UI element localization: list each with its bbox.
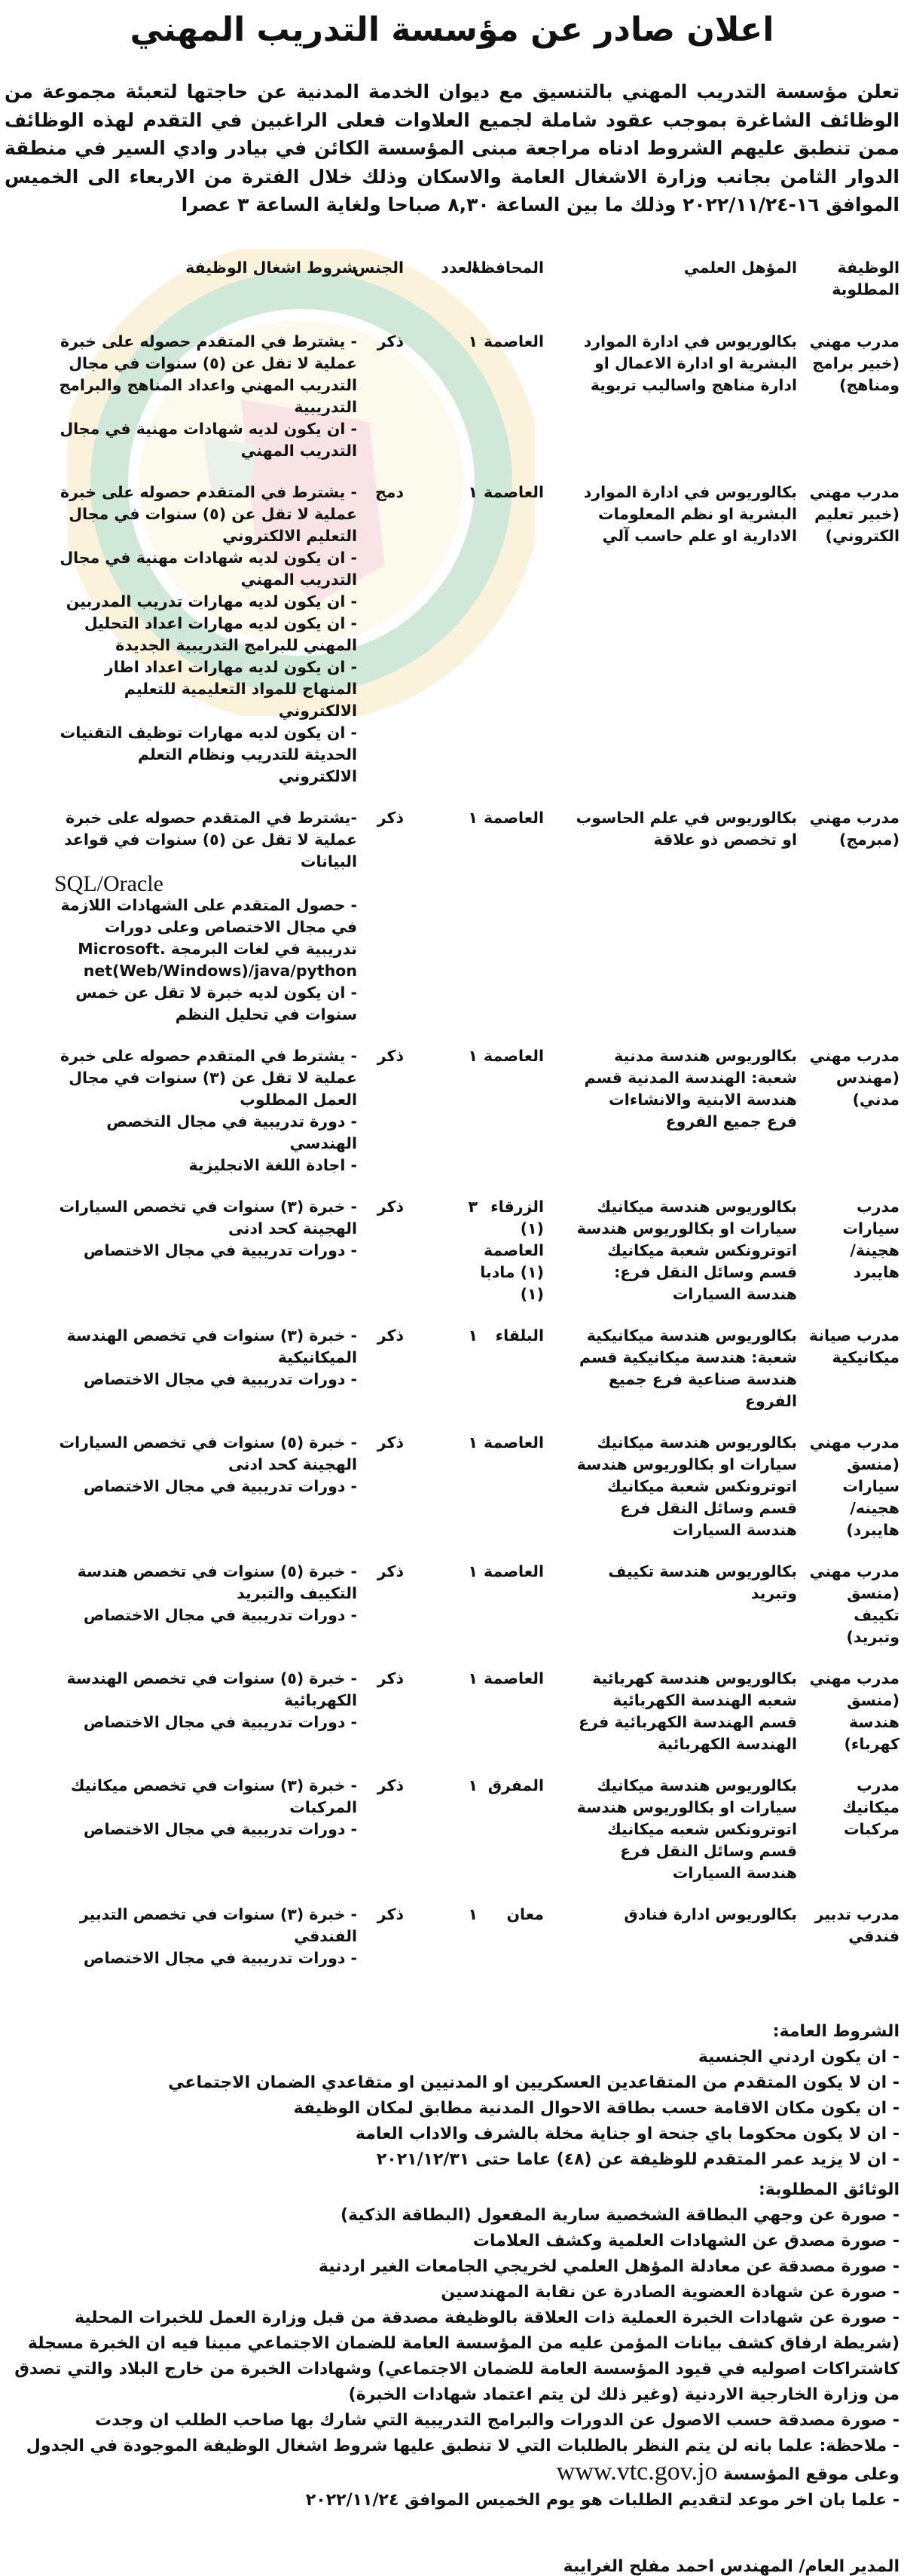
condition-item: - ان يكون لديه شهادات مهنية في مجال التدريب المهني [60, 548, 357, 589]
cell-job: مدرب مهني (خبير تعليم الكتروني) [809, 482, 899, 545]
condition-item: - ان يكون لديه مهارات اعداد اطار المنهاج للمواد التعليمية للتعليم الالكتروني [104, 657, 357, 720]
cell-conditions [5, 482, 357, 807]
cell-qualification: بكالوريوس هندسة ميكانيك سيارات او بكالوريوس هندسة اتوترونكس شعبة ميكانيك قسم وسائل النقل فرع: هندسة السيارات [576, 1197, 797, 1303]
list-item: - صورة عن وجهي البطاقة الشخصية سارية المفعول (البطاقة الذكية) [341, 2205, 899, 2225]
cell-count: ١ [468, 1562, 478, 1580]
cell-governorate: العاصمة [484, 482, 544, 501]
header-gender: الجنس [353, 258, 404, 277]
jobs-table [5, 257, 899, 1989]
list-item: - صورة عن شهادة العضوية الصادرة عن نقابة المهندسين [441, 2282, 899, 2302]
cell-count: ١ [468, 1776, 478, 1794]
cell-job: مدرب مهني (منسق هندسة كهرباء) [809, 1669, 899, 1753]
condition-item: - دورات تدريبية في مجال الاختصاص [83, 1241, 357, 1259]
cell-gender: ذكر [377, 1904, 404, 1923]
list-item: - ان لا يزيد عمر المتقدم للوظيفة عن (٤٨) عاما حتى ٢٠٢١/١٢/٣١ [376, 2149, 899, 2169]
condition-item: - اجادة اللغة الانجليزية [188, 1155, 357, 1174]
cell-governorate: معان [506, 1904, 544, 1923]
cell-count: ١ [468, 332, 478, 350]
cell-gender: ذكر [377, 1669, 404, 1687]
list-item: - صورة مصدق عن الشهادات العلمية وكشف العلامات [472, 2231, 899, 2250]
cell-qualification: بكالوريوس هندسة ميكانيكية شعبة: هندسة ميكانيكية قسم هندسة صناعية فرع جميع الفروع [579, 1326, 797, 1410]
header-count: العدد [441, 258, 478, 277]
list-item: - ان لا يكون المتقدم من المتقاعدين العسكريين او المدنيين او متقاعدي الضمان الاجتماعي [168, 2073, 899, 2092]
condition-item: - ان يكون لديه خبرة لا تقل عن خمس سنوات في تحليل النظم [75, 983, 357, 1023]
cell-qualification: بكالوريوس هندسة تكييف وتبريد [608, 1562, 797, 1602]
cell-gender: ذكر [377, 1776, 404, 1794]
cell-qualification: بكالوريوس هندسة مدنية شعبة: الهندسة المدنية قسم هندسة الابنية والانشاءات فرع جميع الفروع [584, 1046, 797, 1130]
table-row [5, 807, 899, 1045]
condition-item: - حصول المتقدم على الشهادات اللازمة في مجال الاختصاص وعلى دورات تدريبية في لغات البرمجة Microsoft. net(Web/Windows)/java/python [60, 895, 357, 980]
header-conditions: شروط اشغال الوظيفة [185, 258, 357, 277]
cell-governorate: الزرقاء (١) العاصمة (١) مادبا (١) [480, 1197, 544, 1303]
cell-gender: ذكر [377, 1433, 404, 1452]
cell-qualification: بكالوريوس هندسة ميكانيك سيارات او بكالوريوس هندسة اتوترونكس شعبه ميكانيك قسم وسائل النقل فرع هندسة السيارات [576, 1776, 797, 1882]
signature: المدير العام/ المهندس احمد مفلح الغرايبة [563, 2556, 899, 2576]
list-item: - ان يكون مكان الاقامة حسب بطاقة الاحوال المدنية مطابق لمكان الوظيفة [293, 2098, 899, 2118]
table-row [5, 1904, 899, 1989]
cell-job: مدرب مهني (مهندس مدني) [809, 1046, 899, 1109]
condition-item: - خبرة (٣) سنوات في تخصص ميكانيك المركبات [70, 1776, 357, 1816]
note [5, 2434, 899, 2488]
list-item: - صورة عن شهادات الخبرة العملية ذات العلاقة بالوظيفة مصدقة من قبل وزارة العمل للخبرات المحلية (شريطة ارفاق كشف بيانات المؤمن عليه من المؤسسة العامة للضمان الاجتماعي مبينا فيه ان الخبرة مسجلة كاشتراكات اصوليه في قيود المؤسسة العامة للضمان الاجتماعي) وشهادات الخبرة من خارج البلاد والتي تصدق من وزارة الخارجية الاردنية (وغير ذلك لن يتم اعتماد شهادات الخبرة) [14, 2308, 899, 2404]
cell-conditions [5, 1196, 357, 1325]
cell-governorate: العاصمة [484, 1433, 544, 1452]
cell-count: ١ [468, 482, 478, 501]
list-item: - ان يكون اردني الجنسية [698, 2047, 899, 2067]
condition-item: - دورات تدريبية في مجال الاختصاص [83, 1605, 357, 1624]
cell-conditions [5, 1668, 357, 1775]
announcement-title: اعلان صادر عن مؤسسة التدريب المهني [130, 11, 774, 49]
cell-qualification: بكالوريوس في علم الحاسوب او تخصص ذو علاقة [576, 808, 797, 849]
condition-item: - دورات تدريبية في مجال الاختصاص [83, 1819, 357, 1838]
cell-conditions [5, 1432, 357, 1561]
cell-qualification: بكالوريوس هندسة ميكانيك سيارات او بكالوريوس هندسة اتوترونكس شعبة ميكانيك قسم وسائل النقل فرع هندسة السيارات [576, 1433, 797, 1539]
table-row [5, 1196, 899, 1325]
cell-governorate: العاصمة [484, 332, 544, 350]
cell-count: ١ [468, 1433, 478, 1452]
deadline: - علما بان اخر موعد لتقديم الطلبات هو يوم الخميس الموافق ٢٠٢٢/١١/٢٤ [305, 2490, 899, 2510]
cell-governorate: العاصمة [484, 808, 544, 827]
cell-qualification: بكالوريوس في ادارة الموارد البشرية او نظم المعلومات الادارية او علم حاسب آلي [583, 482, 797, 545]
condition-item: - دورة تدريبية في مجال التخصص الهندسي [106, 1112, 357, 1152]
website-link[interactable]: www.vtc.gov.jo [556, 2457, 718, 2486]
cell-qualification: بكالوريوس في ادارة الموارد البشرية او ادارة الاعمال او ادارة مناهج واساليب تربوية [583, 332, 797, 394]
condition-item: - خبرة (٣) سنوات في تخصص التدبير الفندقي [79, 1904, 357, 1945]
cell-governorate: العاصمة [484, 1562, 544, 1580]
cell-conditions [5, 1561, 357, 1668]
table-row [5, 482, 899, 807]
cell-job: مدرب صيانة ميكانيكية [808, 1326, 899, 1366]
condition-item: - ان يكون لديه مهارات اعداد التحليل المهني للبرامج التدريبية الجديدة [84, 613, 357, 654]
cell-gender: دمج [375, 482, 404, 501]
cell-conditions [5, 1904, 357, 1989]
table-row [5, 1561, 899, 1668]
required-documents [5, 2177, 899, 2513]
condition-item: - دورات تدريبية في مجال الاختصاص [83, 1712, 357, 1731]
cell-count: ١ [468, 1904, 478, 1923]
condition-item: - ان يكون لديه شهادات مهنية في مجال التدريب المهني [60, 419, 357, 460]
cell-conditions [5, 807, 357, 1045]
cell-job: مدرب تدبير فندقي [814, 1904, 899, 1945]
cell-gender: ذكر [377, 808, 404, 827]
condition-item: - خبرة (٥) سنوات في تخصص هندسة التكييف والتبريد [77, 1562, 357, 1602]
cell-qualification: بكالوريوس هندسة كهربائية شعبه الهندسة الكهربائية قسم الهندسة الكهربائية فرع الهندسة الكهربائية [579, 1669, 797, 1753]
condition-item: - دورات تدريبية في مجال الاختصاص [83, 1948, 357, 1967]
header-qualification: المؤهل العلمي [683, 258, 797, 277]
list-item: - صورة مصدقة عن معادلة المؤهل العلمي لخريجي الجامعات الغير اردنية [318, 2256, 899, 2276]
note-text: - ملاحظة: علما بانه لن يتم النظر بالطلبات التي لا تنطبق عليها شروط اشغال الوظيفة الموجودة في الجدول وعلى موقع المؤسسة [26, 2436, 899, 2484]
cell-gender: ذكر [377, 1197, 404, 1216]
condition-item: - خبرة (٥) سنوات في تخصص الهندسة الكهربائية [66, 1669, 357, 1709]
cell-conditions [5, 1325, 357, 1432]
table-row [5, 1432, 899, 1561]
cell-job: مدرب مهني (مبرمج) [809, 808, 899, 849]
condition-item: - دورات تدريبية في مجال الاختصاص [83, 1369, 357, 1388]
table-row [5, 1325, 899, 1432]
table-row [5, 331, 899, 482]
cell-conditions [5, 331, 357, 482]
cell-count: ٣ [468, 1197, 478, 1216]
table-header-row [5, 257, 899, 331]
cell-job: مدرب مهني (خبير برامج ومناهج) [809, 332, 899, 394]
cell-gender: ذكر [377, 1046, 404, 1065]
cell-job: مدرب مهني (منسق تكييف وتبريد) [809, 1562, 899, 1646]
cell-count: ١ [468, 1669, 478, 1687]
condition-item: -يشترط في المتقدم حصوله على خبرة عملية لا تقل عن (٥) سنوات في قواعد البيانات [64, 808, 357, 870]
condition-item: - دورات تدريبية في مجال الاختصاص [83, 1476, 357, 1495]
cell-count: ١ [468, 1046, 478, 1065]
cell-governorate: العاصمة [484, 1046, 544, 1065]
table-row [5, 1668, 899, 1775]
general-conditions [5, 2019, 899, 2173]
cell-conditions [5, 1045, 357, 1196]
intro-paragraph: تعلن مؤسسة التدريب المهني بالتنسيق مع ديوان الخدمة المدنية عن حاجتها لتعبئة مجموعة من الوظائف الشاغرة بموجب عقود شاملة لجميع العلاوات فعلى الراغبين في التقدم لهذه الوظائف ممن تنطبق عليهم الشروط ادناه مراجعة مبنى المؤسسة الكائن في بيادر وادي السير في منطقة الدوار الثامن بجانب وزارة الاشغال العامة والاسكان وذلك خلال الفترة من الاربعاء الى الخميس الموافق ١٦-٢٠٢٢/١١/٢٤ وذلك ما بين الساعة ٨,٣٠ صباحا ولغاية الساعة ٣ عصرا [5, 81, 899, 216]
table-row [5, 1045, 899, 1196]
cell-gender: ذكر [377, 332, 404, 350]
header-job: الوظيفة المطلوبة [832, 258, 899, 298]
condition-item: SQL/Oracle [54, 870, 163, 896]
cell-job: مدرب مهني (منسق سيارات هجينه/ هايبرد) [809, 1433, 899, 1539]
cell-count: ١ [468, 808, 478, 827]
cell-conditions [5, 1775, 357, 1904]
cell-governorate: البلقاء [495, 1326, 544, 1345]
condition-item: - خبرة (٣) سنوات في تخصص الهندسة الميكانيكية [66, 1326, 357, 1366]
condition-item: - يشترط في المتقدم حصوله على خبرة عملية لا تقل عن (٥) سنوات في مجال التدريب المهني واعداد المناهج والبرامج التدريبية [59, 332, 357, 416]
cell-job: مدرب ميكانيك مركبات [842, 1776, 899, 1838]
cell-governorate: العاصمة [484, 1669, 544, 1687]
cell-count: ١ [468, 1326, 478, 1345]
cell-gender: ذكر [377, 1326, 404, 1345]
list-item: - ان لا يكون محكوما باي جنحة او جناية مخلة بالشرف والاداب العامة [355, 2124, 899, 2143]
table-row [5, 1775, 899, 1904]
header-governorate: المحافظة [471, 258, 544, 277]
cell-job: مدرب سيارات هجينة/ هايبرد [842, 1197, 899, 1281]
condition-item: - ان يكون لديه مهارات تدريب المدربين [66, 592, 357, 610]
required-documents-title: الوثائق المطلوبة: [758, 2180, 899, 2199]
list-item: - صورة مصدقة حسب الاصول عن الدورات والبرامج التدريبية التي شارك بها صاحب الطلب ان وجدت [95, 2410, 899, 2430]
condition-item: - يشترط في المتقدم حصوله على خبرة عملية لا تقل عن (٥) سنوات في مجال التعليم الالكتروني [60, 482, 357, 545]
condition-item: - يشترط في المتقدم حصوله على خبرة عملية لا تقل عن (٣) سنوات في مجال العمل المطلوب [60, 1046, 357, 1109]
cell-qualification: بكالوريوس ادارة فنادق [624, 1904, 797, 1923]
condition-item: - خبرة (٣) سنوات في تخصص السيارات الهجينة كحد ادنى [59, 1197, 357, 1238]
cell-governorate: المفرق [487, 1776, 544, 1794]
condition-item: - خبرة (٥) سنوات في تخصص السيارات الهجينة كحد ادنى [59, 1433, 357, 1473]
condition-item: - ان يكون لديه مهارات توظيف التقنيات الحديثة للتدريب ونظام التعلم الالكتروني [60, 723, 357, 785]
general-conditions-title: الشروط العامة: [772, 2021, 899, 2041]
cell-gender: ذكر [377, 1562, 404, 1580]
